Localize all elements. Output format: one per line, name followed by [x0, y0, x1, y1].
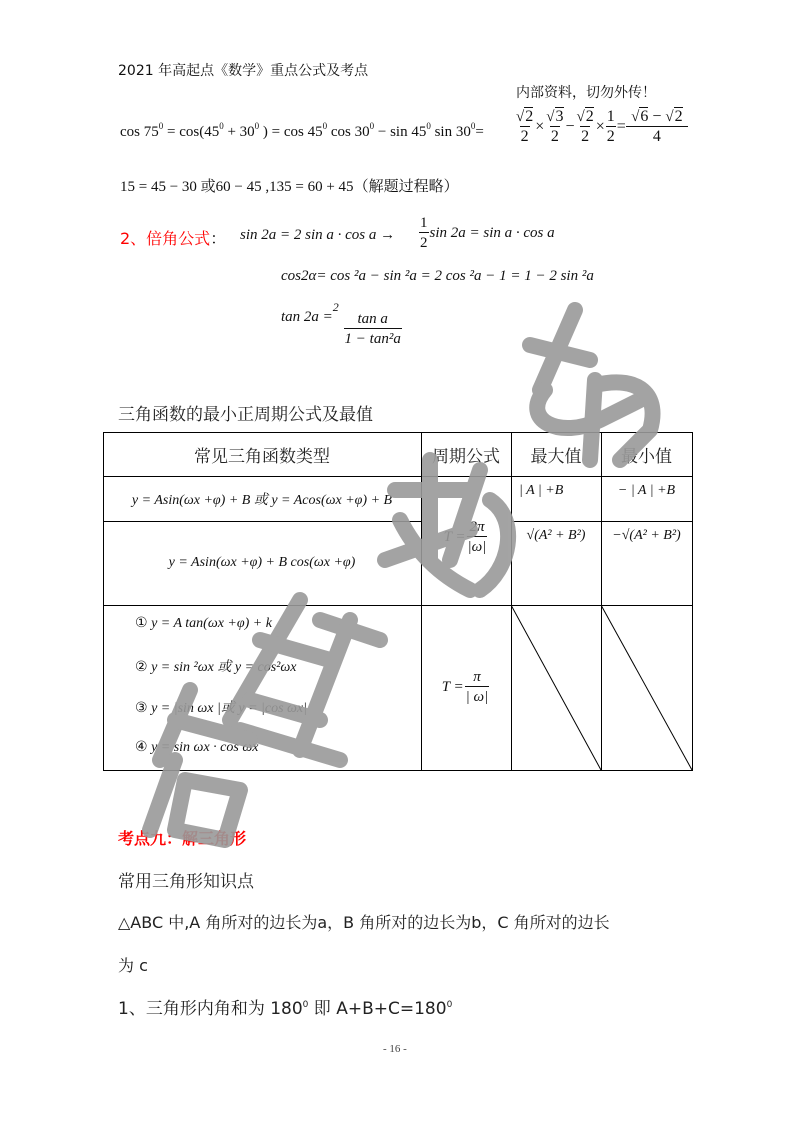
row1-function-type: y = Asin(ωx +φ) + B 或 y = Acos(ωx +φ) + B	[131, 492, 393, 508]
row1-max: | A | +B	[519, 483, 564, 498]
header-period: 周期公式	[432, 446, 500, 467]
section9-heading: 考点九：解三角形	[118, 829, 247, 848]
period-formula-pi: T = $\frac{\pi}{| \omega|}$	[441, 669, 489, 705]
row3-type-4: ④ y = sin ωx · cos ωx	[135, 739, 259, 755]
row2-max: √(A² + B²)	[526, 528, 586, 543]
period-formula-2pi: T = $\frac{2\pi}{|\omega|}$	[443, 518, 487, 555]
section9-subheading: 常用三角形知识点	[118, 872, 254, 892]
triangle-para-line1: △ABC 中,A 角所对的边长为a，B 角所对的边长为b，C 角所对的边长	[118, 913, 610, 932]
cos75-example: $\cos 75^0 = \cos(45^0 + 30^0$ ) = $\cos 45^0$ $\cos 30^0 - \sin 45^0$ $\sin 30^0=$	[120, 121, 484, 140]
header-min: 最小值	[621, 446, 672, 467]
triangle-para-line2: 为 c	[118, 956, 148, 975]
cos-double-angle: cos2α= cos ²a − sin ²a = 2 cos ²a − 1 = 1 − 2 sin ²a	[281, 268, 594, 284]
confidential-notice: 内部资料，切勿外传！	[516, 85, 656, 101]
header-function-type: 常见三角函数类型	[194, 446, 330, 467]
angle-decomposition: 15 = 45 − 30 或60 − 45 ,135 = 60 + 45（解题过程略）	[120, 177, 459, 195]
sin-double-angle-half: $\frac{1}{2}$ sin 2a = sin a · cos a	[420, 215, 555, 251]
row1-min: − | A | +B	[617, 483, 676, 498]
row3-type-1: ① y = A tan(ωx +φ) + k	[135, 615, 272, 631]
triangle-angle-sum: 1、三角形内角和为 $180^0$ 即 $A+B+C=180^0$	[118, 999, 453, 1019]
period-table	[103, 432, 693, 771]
row3-type-3: ③ y = |sin ωx |或 y = |cos ωx|	[135, 700, 307, 716]
document-header: 2021 年高起点《数学》重点公式及考点	[118, 63, 369, 79]
header-max: 最大值	[530, 446, 582, 467]
double-angle-heading: 2、倍角公式：	[120, 229, 227, 248]
cos75-result: $\frac{√2}{2}$ × $\frac{√3}{2}$ − $\frac{√2}{2}$ × $\frac{1}{2}$ = $\frac{√6 - √2}{4}$	[514, 108, 688, 147]
period-section-title: 三角函数的最小正周期公式及最值	[118, 405, 373, 425]
row2-function-type: y = Asin(ωx +φ) + B cos(ωx +φ)	[168, 555, 356, 570]
sin-double-angle: sin 2a = 2 sin a · cos a →	[240, 227, 396, 243]
empty-cell-diagonals	[511, 605, 693, 771]
tan-double-angle: tan 2a =$^2$ $\frac{\text{tan a}}{\text{1 − tan²a}}$	[281, 300, 401, 348]
row3-type-2: ② y = sin ²ωx 或 y = cos²ωx	[135, 659, 297, 675]
row2-min: −√(A² + B²)	[612, 528, 681, 543]
page-number: - 16 -	[383, 1043, 407, 1055]
